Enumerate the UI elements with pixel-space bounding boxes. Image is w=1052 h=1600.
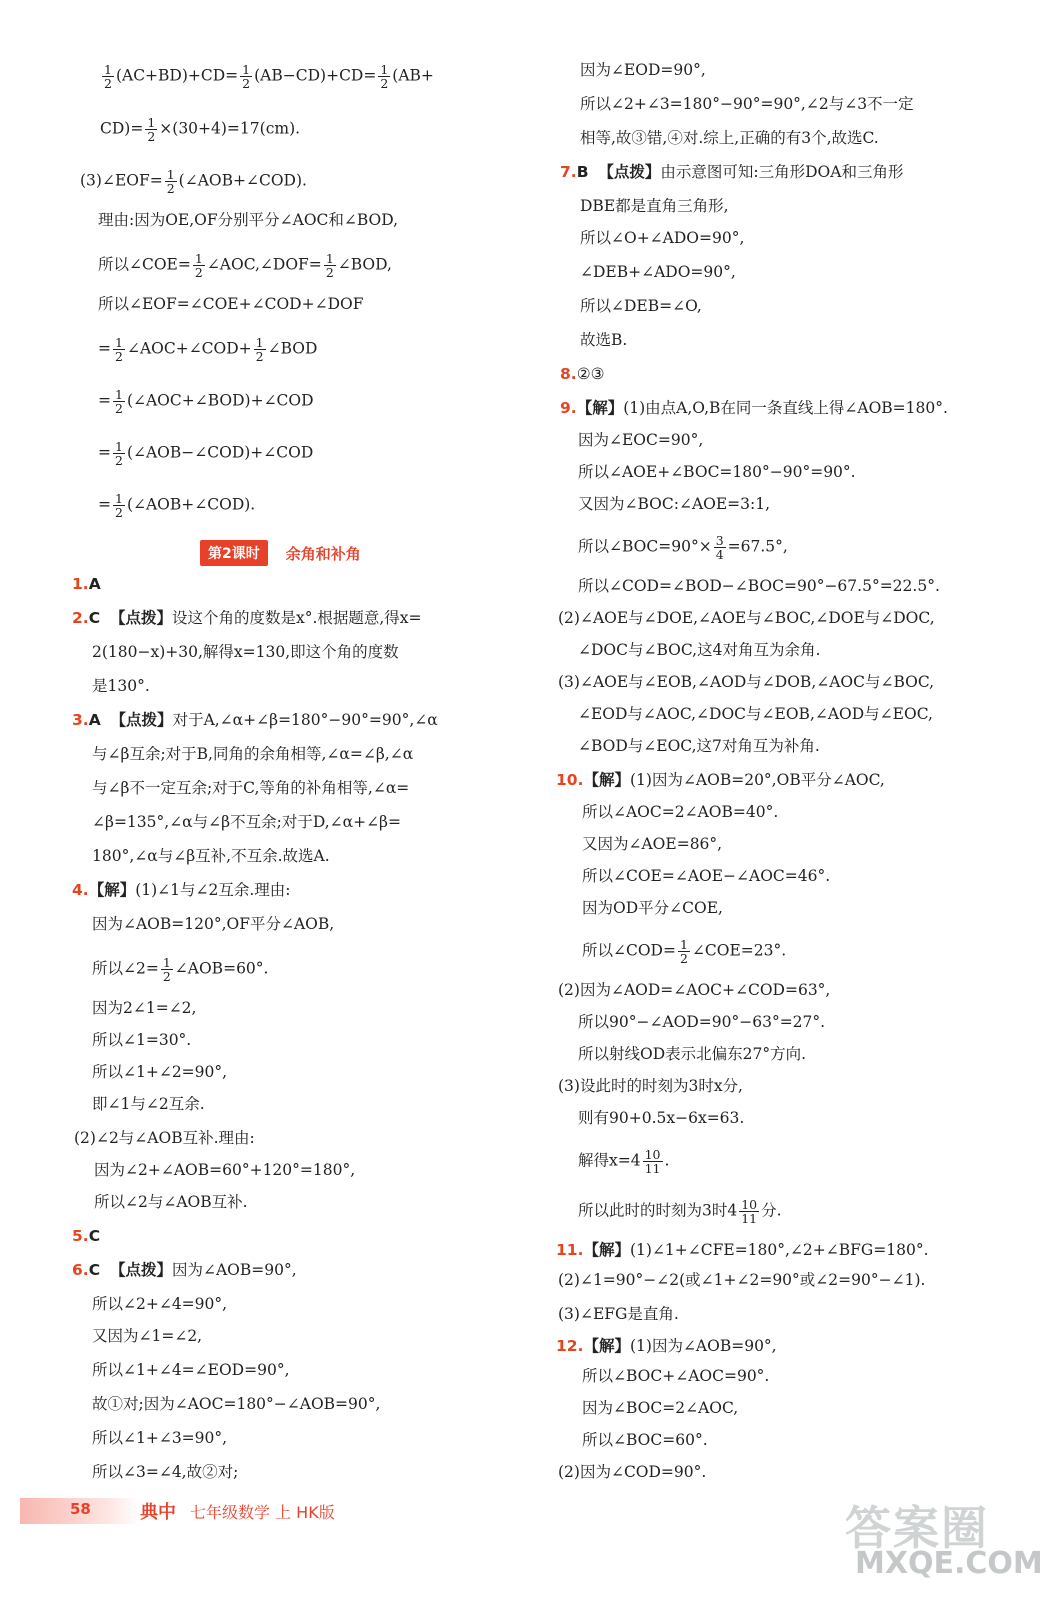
answer-line: 所以∠2+∠3=180°−90°=90°,∠2与∠3不一定	[580, 95, 914, 113]
answer-line: (3)∠EFG是直角.	[558, 1305, 679, 1323]
answer-line: (3)∠EOF= $\frac{1}{2}$ (∠AOB+∠COD).	[80, 167, 307, 196]
answer-line: 与∠β互余;对于B,同角的余角相等,∠α=∠β,∠α	[92, 745, 414, 763]
answer-line: ∠BOD与∠EOC,这7对角互为补角.	[578, 737, 820, 755]
answer-line: 因为∠EOD=90°,	[580, 61, 706, 79]
section-title: 余角和补角	[285, 544, 361, 563]
answer-line: = $\frac{1}{2}$ (∠AOB−∠COD)+∠COD	[98, 439, 314, 468]
answer-line: 故①对;因为∠AOC=180°−∠AOB=90°,	[92, 1395, 381, 1413]
answer-line: (2)∠1=90°−∠2(或∠1+∠2=90°或∠2=90°−∠1).	[558, 1271, 926, 1289]
answer-item-5: 5.C	[72, 1227, 101, 1245]
answer-line: ∠EOD与∠AOC,∠DOC与∠EOB,∠AOD与∠EOC,	[578, 705, 933, 723]
answer-line: 所以∠2与∠AOB互补.	[94, 1193, 248, 1211]
answer-line: 又因为∠BOC:∠AOE=3:1,	[578, 495, 771, 513]
answer-item-3: 3.A 【点拨】对于A,∠α+∠β=180°−90°=90°,∠α	[72, 711, 438, 729]
answer-line: 因为2∠1=∠2,	[92, 999, 197, 1017]
answer-line: 因为∠2+∠AOB=60°+120°=180°,	[94, 1161, 356, 1179]
answer-line: 所以∠AOE+∠BOC=180°−90°=90°.	[578, 463, 856, 481]
answer-line: $\frac{1}{2}$ (AC+BD)+CD= $\frac{1}{2}$ (AB−CD)+CD= $\frac{1}{2}$ (AB+	[104, 62, 434, 91]
watermark-url: MXQE.COM	[855, 1546, 1043, 1581]
answer-item-4: 4.【解】(1)∠1与∠2互余.理由:	[72, 881, 291, 899]
answer-line: 所以∠DEB=∠O,	[580, 297, 702, 315]
answer-line: DBE都是直角三角形,	[580, 197, 729, 215]
watermark	[845, 1492, 1045, 1592]
answer-line: 所以∠2+∠4=90°,	[92, 1295, 228, 1313]
answer-line: CD)= $\frac{1}{2}$ ×(30+4)=17(cm).	[100, 115, 301, 144]
section-header	[200, 540, 361, 566]
answer-line: 又因为∠AOE=86°,	[582, 835, 723, 853]
answer-item-12: 12.【解】(1)因为∠AOB=90°,	[556, 1337, 777, 1355]
answer-line: 所以∠2= $\frac{1}{2}$ ∠AOB=60°.	[92, 955, 269, 984]
answer-item-2: 2.C 【点拨】设这个角的度数是x°.根据题意,得x=	[72, 609, 422, 627]
answer-line: 所以90°−∠AOD=90°−63°=27°.	[578, 1013, 826, 1031]
answer-line: 所以∠1+∠4=∠EOD=90°,	[92, 1361, 290, 1379]
answer-line: 故选B.	[580, 331, 628, 349]
answer-line: (2)∠2与∠AOB互补.理由:	[74, 1129, 255, 1147]
answer-line: 所以∠COD= $\frac{1}{2}$ ∠COE=23°.	[582, 937, 787, 966]
answer-line: (3)∠AOE与∠EOB,∠AOD与∠DOB,∠AOC与∠BOC,	[558, 673, 935, 691]
answer-line: 因为OD平分∠COE,	[582, 899, 723, 917]
answer-item-11: 11.【解】(1)∠1+∠CFE=180°,∠2+∠BFG=180°.	[556, 1241, 929, 1259]
answer-line: 因为∠AOB=120°,OF平分∠AOB,	[92, 915, 335, 933]
answer-line: 所以∠BOC=60°.	[582, 1431, 708, 1449]
answer-line: 所以∠COE= $\frac{1}{2}$ ∠AOC,∠DOF= $\frac{1}{2}$ ∠BOD,	[98, 251, 392, 280]
answer-line: 理由:因为OE,OF分别平分∠AOC和∠BOD,	[98, 211, 399, 229]
answer-line: (2)因为∠COD=90°.	[558, 1463, 707, 1481]
answer-line: 又因为∠1=∠2,	[92, 1327, 203, 1345]
answer-line: 与∠β不一定互余;对于C,等角的补角相等,∠α=	[92, 779, 410, 797]
watermark-logo: 答案圈	[845, 1501, 989, 1555]
answer-line: 所以∠BOC=90°× $\frac{3}{4}$ =67.5°,	[578, 533, 788, 562]
answer-item-1: 1.A	[72, 575, 101, 593]
answer-line: (2)∠AOE与∠DOE,∠AOE与∠BOC,∠DOE与∠DOC,	[558, 609, 935, 627]
answer-line: 解得x=4 $\frac{10}{11}$ .	[578, 1147, 670, 1176]
answer-line: ∠DEB+∠ADO=90°,	[580, 263, 736, 281]
answer-item-10: 10.【解】(1)因为∠AOB=20°,OB平分∠AOC,	[556, 771, 885, 789]
answer-line: 所以∠1+∠3=90°,	[92, 1429, 228, 1447]
answer-line: 相等,故③错,④对.综上,正确的有3个,故选C.	[580, 129, 879, 147]
answer-line: 所以∠COE=∠AOE−∠AOC=46°.	[582, 867, 831, 885]
answer-item-9: 9.【解】(1)由点A,O,B在同一条直线上得∠AOB=180°.	[560, 399, 948, 417]
answer-line: 所以∠O+∠ADO=90°,	[580, 229, 745, 247]
answer-line: 因为∠BOC=2∠AOC,	[582, 1399, 739, 1417]
answer-line: (3)设此时的时刻为3时x分,	[558, 1077, 743, 1095]
answer-line: 所以此时的时刻为3时4 $\frac{10}{11}$ 分.	[578, 1197, 782, 1226]
book-title: 七年级数学 上 HK版	[190, 1503, 335, 1522]
answer-line: 是130°.	[92, 677, 150, 695]
brand-logo: 典中	[140, 1502, 176, 1523]
answer-item-8: 8.②③	[560, 365, 605, 383]
lesson-badge: 第2课时	[200, 540, 268, 566]
answer-line: 所以∠3=∠4,故②对;	[92, 1463, 239, 1481]
answer-line: = $\frac{1}{2}$ (∠AOC+∠BOD)+∠COD	[98, 387, 314, 416]
answer-line: 因为∠EOC=90°,	[578, 431, 704, 449]
answer-line: 所以∠1=30°.	[92, 1031, 192, 1049]
answer-line: = $\frac{1}{2}$ ∠AOC+∠COD+ $\frac{1}{2}$ ∠BOD	[98, 335, 318, 364]
page-number: 58	[70, 1500, 91, 1518]
answer-line: 所以∠BOC+∠AOC=90°.	[582, 1367, 770, 1385]
answer-line: 所以∠COD=∠BOD−∠BOC=90°−67.5°=22.5°.	[578, 577, 940, 595]
answer-item-6: 6.C 【点拨】因为∠AOB=90°,	[72, 1261, 297, 1279]
answer-line: 180°,∠α与∠β互补,不互余.故选A.	[92, 847, 330, 865]
answer-line: 则有90+0.5x−6x=63.	[578, 1109, 745, 1127]
answer-line: 所以∠AOC=2∠AOB=40°.	[582, 803, 779, 821]
answer-line: 即∠1与∠2互余.	[92, 1095, 205, 1113]
answer-item-7: 7.B 【点拨】由示意图可知:三角形DOA和三角形	[560, 163, 904, 181]
answer-line: ∠DOC与∠BOC,这4对角互为余角.	[578, 641, 821, 659]
answer-line: 2(180−x)+30,解得x=130,即这个角的度数	[92, 643, 399, 661]
answer-line: ∠β=135°,∠α与∠β不互余;对于D,∠α+∠β=	[92, 813, 402, 831]
answer-line: 所以∠1+∠2=90°,	[92, 1063, 228, 1081]
answer-line: 所以∠EOF=∠COE+∠COD+∠DOF	[98, 295, 364, 313]
answer-line: = $\frac{1}{2}$ (∠AOB+∠COD).	[98, 491, 256, 520]
answer-line: 所以射线OD表示北偏东27°方向.	[578, 1045, 807, 1063]
answer-line: (2)因为∠AOD=∠AOC+∠COD=63°,	[558, 981, 831, 999]
